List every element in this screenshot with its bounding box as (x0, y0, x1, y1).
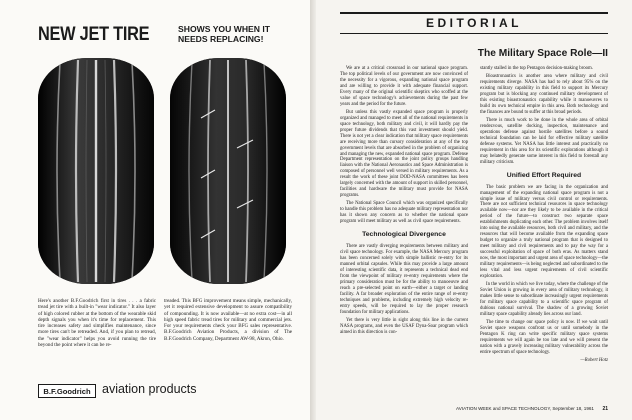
tire-image-left (38, 58, 154, 284)
text-column-right (480, 66, 608, 366)
subheading-technological-divergence: Technological Divergence (362, 231, 446, 239)
header-rule-top (340, 12, 608, 14)
ad-body-text-left: Here's another B.F.Goodrich first in tires . . . a fabric tread jet tire with a built-in "wear indicator." It also layer of high colored rubber at the bottom of the wearable skid depth signals you when it's time for replacement. This tire increases safety and simplifies maintenance, since more tires can't be retreaded. And, if you plan to retread, the "wear indicator" helps you avoid running the tire beyond the point where it can be re- (38, 298, 156, 349)
editorial-page (316, 0, 632, 420)
bfgoodrich-logo: B.F.Goodrich (38, 384, 96, 398)
section-label: EDITORIAL (426, 16, 522, 30)
article-title: The Military Space Role—II (477, 48, 608, 59)
paragraph: The National Space Council which was organized specifically to handle this problem has no adequate military representation nor has it shown any concern as to whether the national space program will meet military as well as civil space requirements. (340, 201, 468, 225)
tire-image-right (170, 58, 286, 284)
advertisement-page (0, 0, 310, 420)
tire-tread-graphic-left (38, 58, 154, 284)
paragraph: In the world in which we live today, where the challenge of the Soviet Union is growing in every area of military technology, it makes little sense to subordinate increasingly urgent requirements for military space capability to a scientific space program of dubious national survival. The shadow of a growing Soviet military space capability already lies across our land. (480, 282, 608, 317)
ad-tagline-line-1: SHOWS YOU WHEN IT (178, 24, 270, 34)
paragraph: Bioastronautics is another area where military and civil requirements diverge. NASA has had to rely about 95% on the existing military capability in this field to support its Mercury program but is blocking any continued military development of this existing bioastronautics capability while it manoeuvres to build its own technical empire in this area. Both technology and the finances are bound to suffer at this broad periods. (480, 74, 608, 115)
tire-tread-graphic-right (170, 58, 286, 284)
paragraph: stantly stalled in the top Pentagon decision-making broom. (480, 66, 593, 71)
ad-tagline-line-2: NEEDS REPLACING! (178, 34, 264, 44)
page-number: 21 (602, 406, 608, 412)
text-column-left (340, 66, 468, 338)
header-rule-bottom (340, 33, 608, 34)
ad-tagline (178, 24, 270, 44)
paragraph: There are vastly diverging requirements between military and civil space technology. For example, the NASA Mercury program has been concerned solely with simple ballistic re-entry for its manned orbital capsules. While this may provide a large amount of interesting scientific data, it represents a technical dead end from the viewpoint of military re-entry requirements where the primary consideration must be for the ability to manoeuvre and reach a pre-selected point on earth—either a target or landing facility. A far broader exploration of the entire range of re-entry techniques and problems, including extremely high velocity re-entry speeds, will be required to lay the proper research foundation for military applications. (340, 244, 468, 315)
paragraph: There is much work to be done in the whole area of orbital rendezvous, satellite docking, inspection, maintenance and operations defense against hostile satellites before a sound technical foundation can be laid for effective military satellite defense systems. Yet NASA has little interest and practically no requirement in this area for its scientific explorations although it may belatedly generate some interest in this field to forestall any military criticism. (480, 118, 608, 165)
paragraph: But unless this vastly expanded space program is properly organized and managed to meet all of the national requirements in space technology, both military and civil, it will hardly pay the proper future dividends that this vast investment should yield. There is not yet a clear indication that military space requirements are receiving more than cursory consideration at any of the top government levels that are absorbed in the problem of organizing and managing the new, expanded national space program. Defense Department representation on the joint policy groups handling liaison with the National Aeronautics and Space Administration is composed of personnel well versed in military requirements. As a result the work of these joint DOD-NASA committees has been largely concerned with the amount of support in skilled personnel, facilities and hardware the military must provide for NASA programs. (340, 109, 468, 199)
paragraph: We are at a critical crossroad in our national space program. The top political levels of our government are now convinced of the necessity for a vigorous, expanding national space program and are willing to provide it with adequate financial support. Every many of the original scientific skeptics who scoffed at the value of space technology's achievements during the past few years and the period for the future. (340, 66, 468, 107)
ad-body-text-right: treaded. This BFG improvement means simple, mechanically, yet it required extensive development to assure compatibility of compounding. It is now available—at no extra cost—in all high speed fabric tread tires for military and commercial jets. For your requirements check your BFG sales representative. B.F.Goodrich Aviation Products, a division of The B.F.Goodrich Company, Department AW-98, Akron, Ohio. (164, 298, 292, 342)
paragraph: Yet there is very little in sight along this line in the current NASA programs, and even the USAF Dyna-Soar program which aimed in this direction is con- (340, 317, 468, 335)
ad-headline: NEW JET TIRE (38, 24, 150, 45)
paragraph: The time to change our space policy is now. If we wait until Soviet space weapons confront us or until somebody in the Pentagon K ring can write specific military space systems requirements we will again be too late and we will present the nation with a gravely increasing military vulnerability across the entire spectrum of space technology. (480, 319, 608, 355)
logo-tagline: aviation products (102, 382, 197, 396)
publication-line: AVIATION WEEK and SPACE TECHNOLOGY, September 18, 1961 (456, 406, 594, 411)
subheading-unified-effort: Unified Effort Required (506, 171, 582, 179)
paragraph: The basic problem we are facing in the organization and management of the expanding national space program is not a simple issue of military versus civil control or requirements. There are not sufficient technical resources in space technology available now—nor are they likely to be available in the critical period of the future—to construct two separate space establishments duplicating each other. The problem involves itself into using the available resources, both civil and military, and the resources that will become available from the expanding space budget to organize a truly national program that is designed to meet military and civil requirements and to pay the way for a successful exploitation of space of both eras. As matters stand now, the most important and urgent area of space technology—the military requirements—is being neglected and subordinated to the less vital and less urgent requirements of civil scientific exploration. (480, 184, 608, 279)
author-signature: —Robert Hotz (580, 357, 608, 363)
